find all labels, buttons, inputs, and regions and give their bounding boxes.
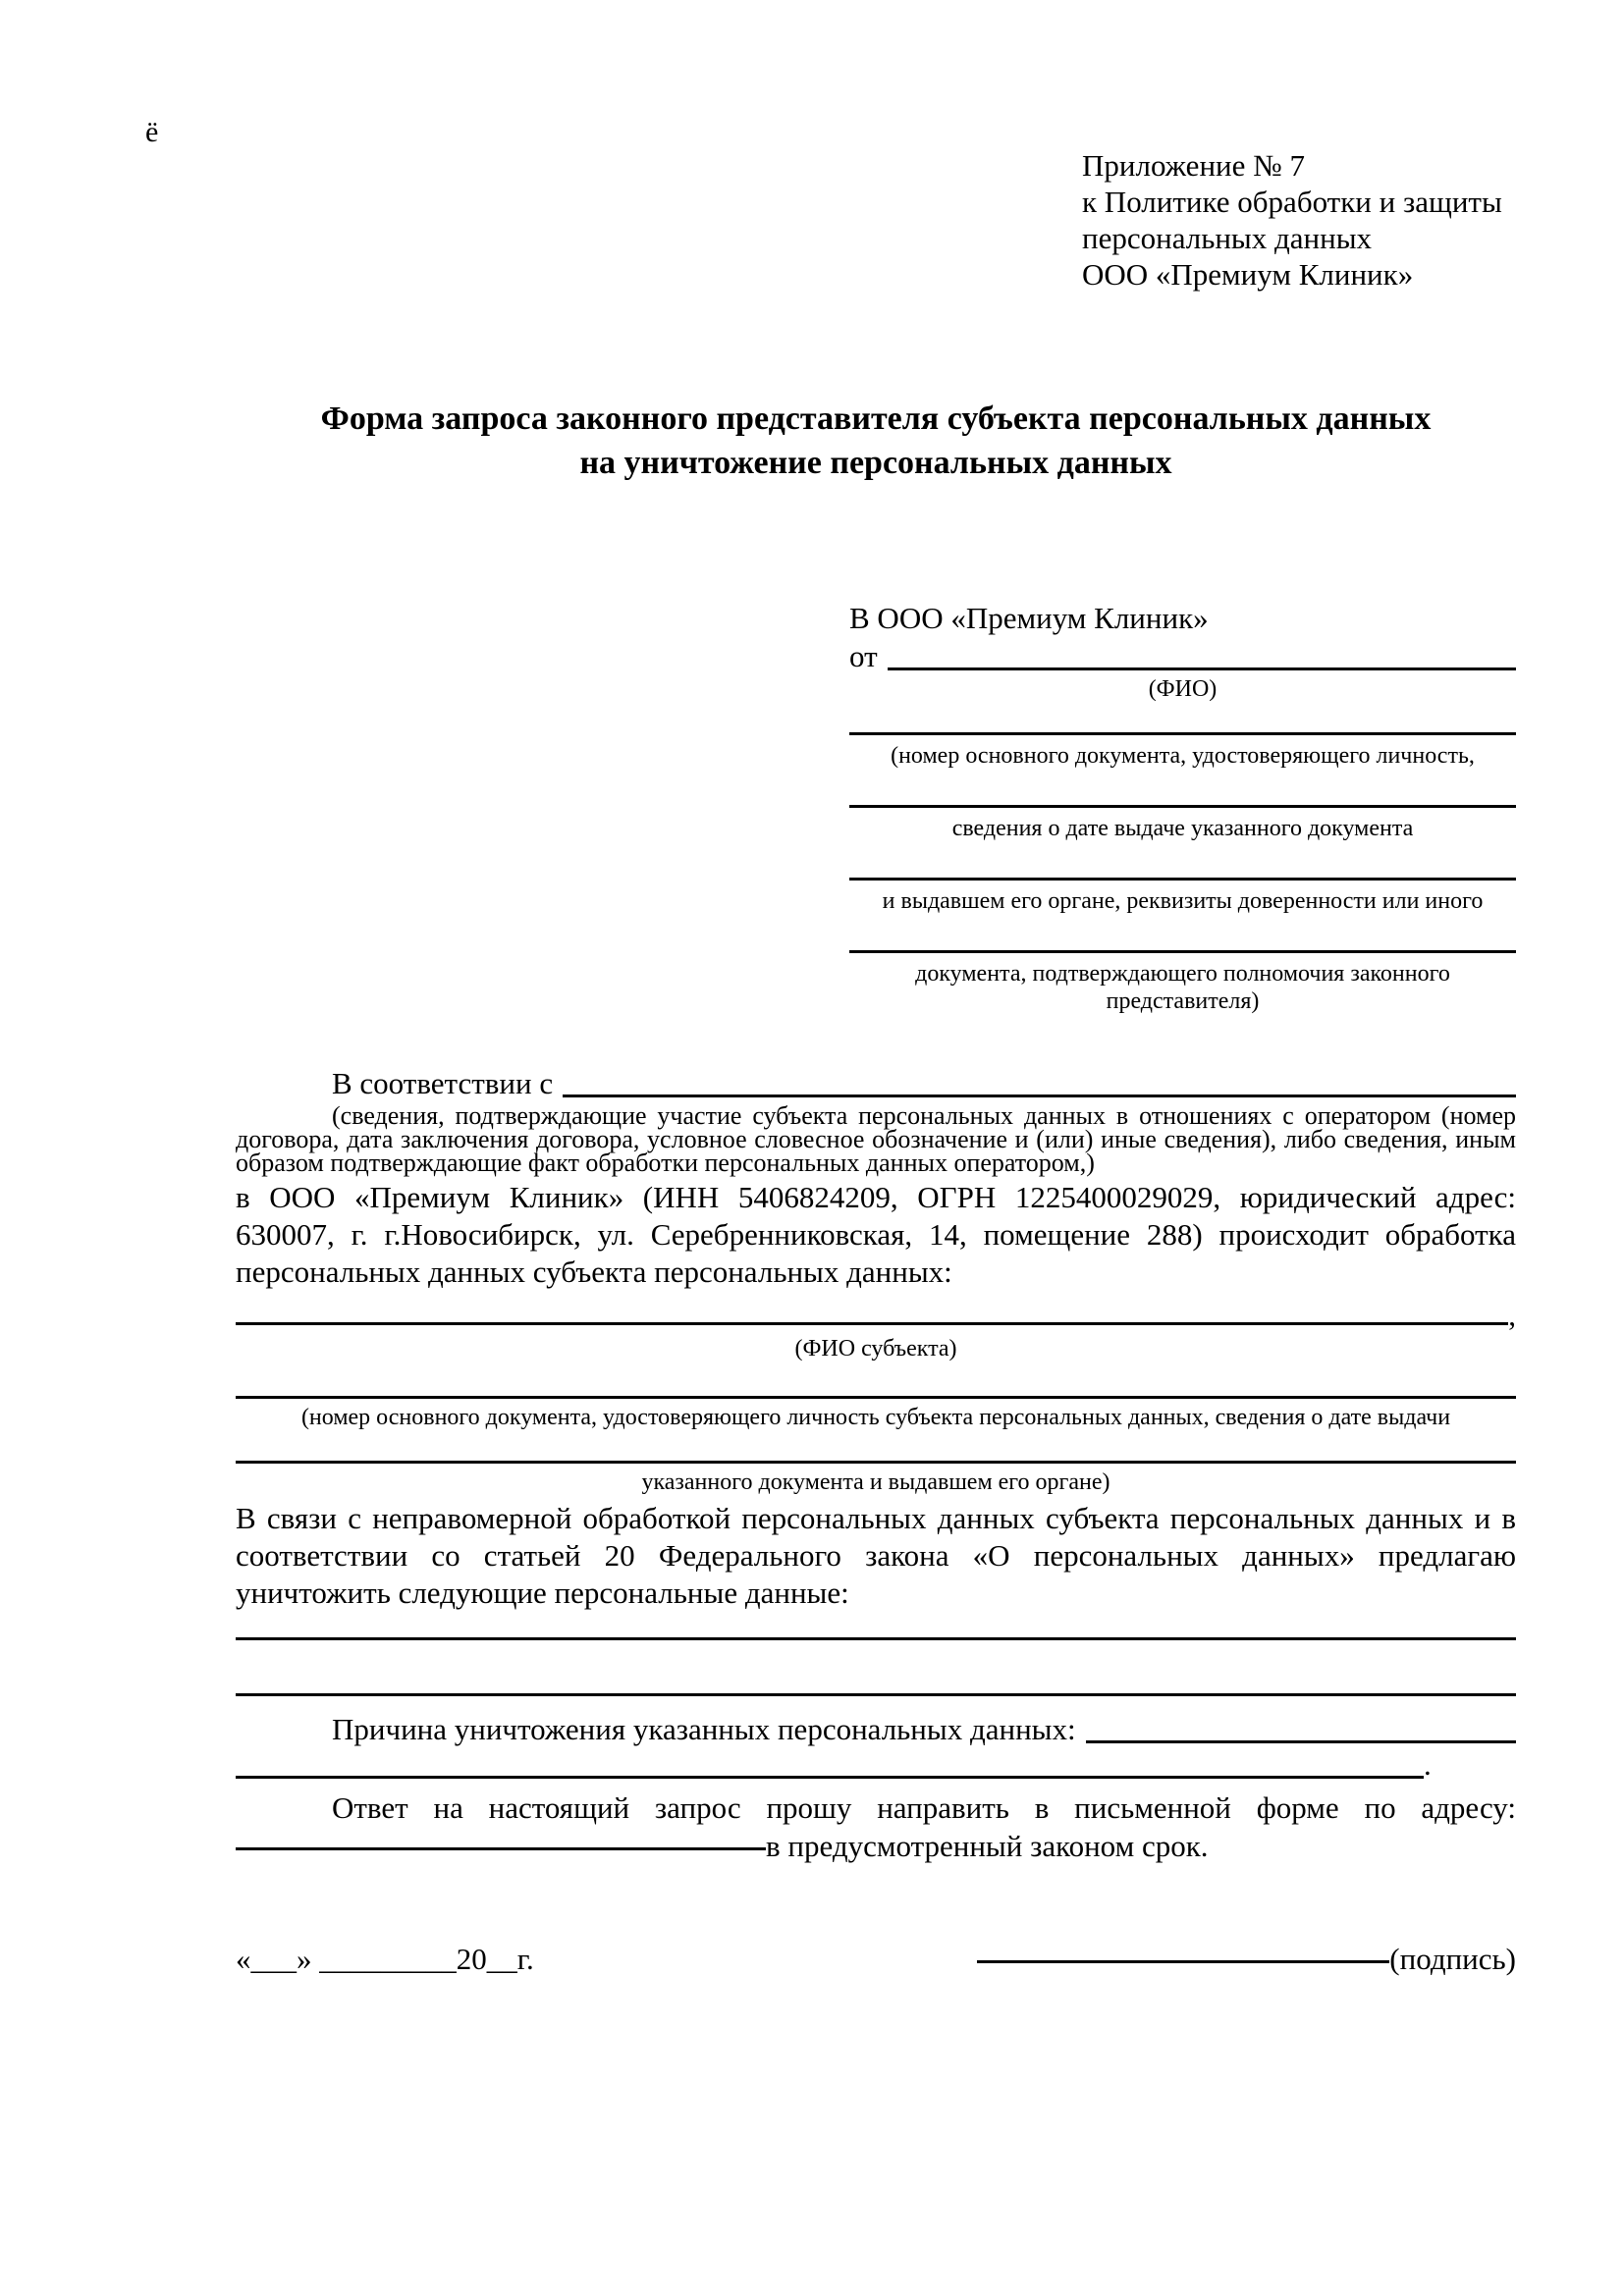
- blank-line: [236, 1693, 1516, 1696]
- accordance-caption: (сведения, подтверждающие участие субъекта персональных данных в отношениях с оператором (номер договора, дата заключения договора, условное словесное обозначение и (или) иные сведения), либо сведения, иным образом подтверждающие факт обработки персональных данных оператором,): [236, 1101, 1516, 1177]
- address-blank-line: [236, 1847, 766, 1850]
- accordance-line: [236, 1064, 1516, 1102]
- form-title-line-2: на уничтожение персональных данных: [579, 445, 1172, 481]
- appendix-header-line-2: к Политике обработки и защиты: [1082, 185, 1502, 219]
- reason-blank-line: [1086, 1739, 1516, 1743]
- blank-line: [849, 805, 1516, 808]
- date-line: «___» _________20__г.: [236, 1942, 534, 1976]
- reason-blank-line-2: [236, 1776, 1424, 1779]
- reason-lead: Причина уничтожения указанных персональных данных:: [332, 1712, 1076, 1746]
- signature-line: [977, 1960, 1389, 1963]
- blank-field-3: [849, 878, 1516, 915]
- blank-caption-1: (номер основного документа, удостоверяющего личность,: [891, 743, 1475, 769]
- fio-subject-caption: (ФИО субъекта): [794, 1336, 957, 1362]
- fio-subject-blank-line: [236, 1321, 1508, 1325]
- blank-caption-4: документа, подтверждающего полномочия законного представителя): [915, 961, 1450, 1014]
- fio-subject-line-comma: ,: [1508, 1298, 1516, 1332]
- from-line: [849, 637, 1516, 675]
- answer-address-line: [236, 1827, 1516, 1865]
- blank-line: [849, 732, 1516, 735]
- blank-line: [236, 1461, 1516, 1464]
- blank-line: [849, 878, 1516, 881]
- blank-field-2: [849, 805, 1516, 842]
- appendix-header-line-1: Приложение № 7: [1082, 148, 1305, 183]
- blank-line: [236, 1637, 1516, 1640]
- blank-line: [849, 950, 1516, 953]
- signature-block: [977, 1940, 1516, 1978]
- appendix-header: [1082, 147, 1516, 293]
- signature-caption: (подпись): [1389, 1942, 1516, 1976]
- from-label: от: [849, 639, 878, 673]
- doc-caption-line-2: указанного документа и выдавшем его органе): [641, 1469, 1110, 1495]
- reason-line-period: .: [1424, 1747, 1432, 1782]
- answer-paragraph: Ответ на настоящий запрос прошу направить в письменной форме по адресу:: [332, 1790, 1516, 1825]
- addressee-block: [849, 599, 1516, 1015]
- form-title: [236, 397, 1516, 485]
- blank-caption-3: и выдавшем его органе, реквизиты доверенности или иного: [882, 888, 1484, 914]
- operator-paragraph: в ООО «Премиум Клиник» (ИНН 5406824209, ОГРН 1225400029029, юридический адрес: 630007, г. г.Новосибирск, ул. Серебренниковская, 14, помещение 288) происходит обработка персональных данных субъекта персональных данных:: [236, 1180, 1516, 1289]
- fio-subject-line: [236, 1298, 1516, 1332]
- fio-caption: (ФИО): [1148, 676, 1218, 702]
- from-blank-line: [888, 667, 1516, 670]
- form-title-line-1: Форма запроса законного представителя субъекта персональных данных: [320, 400, 1432, 437]
- answer-tail: в предусмотренный законом срок.: [766, 1829, 1209, 1863]
- blank-line: [236, 1396, 1516, 1399]
- accordance-lead: В соответствии с: [332, 1066, 554, 1100]
- reason-line: [236, 1710, 1516, 1748]
- blank-field-1: [849, 732, 1516, 770]
- appendix-header-line-4: ООО «Премиум Клиник»: [1082, 257, 1414, 292]
- stray-char: ё: [145, 116, 159, 148]
- blank-field-4: [849, 950, 1516, 1015]
- blank-caption-2: сведения о дате выдаче указанного документа: [951, 816, 1414, 841]
- doc-caption-line-1: (номер основного документа, удостоверяющего личность субъекта персональных данных, сведения о дате выдачи: [300, 1405, 1451, 1430]
- unlawful-paragraph: В связи с неправомерной обработкой персональных данных субъекта персональных данных и в соответствии со статьей 20 Федерального закона «О персональных данных» предлагаю уничтожить следующие персональные данные:: [236, 1501, 1516, 1610]
- signature-row: [236, 1940, 1516, 1978]
- addressee-org: В ООО «Премиум Клиник»: [849, 601, 1209, 635]
- appendix-header-line-3: персональных данных: [1082, 221, 1373, 255]
- reason-continuation-line: [236, 1747, 1516, 1784]
- accordance-blank-line: [563, 1094, 1516, 1097]
